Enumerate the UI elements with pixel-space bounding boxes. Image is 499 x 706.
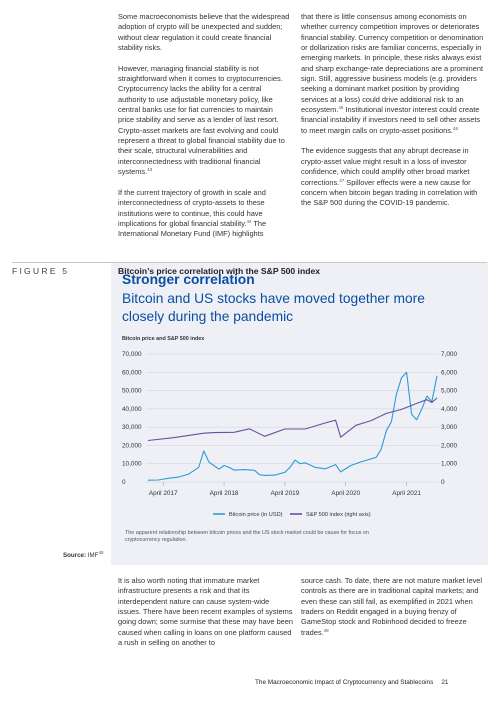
y-right-tick-label: 1,000 — [441, 460, 457, 468]
paragraph: that there is little consensus among economists on whether currency competition improves or deteriorates financial stability. Currency competition or denomination or dollarization risks are familiar concerns, especially in emerging markets. In principle, these risks always exist and sharp exchange-rate depreciations are a prominent sign. Still, aggressive business models (e.g. providers seeking a dominant market position by providing services at a loss) could drive additional risk to an ecosystem.$^{45}$ Institutional investor interest could create financial instability if investors need to sell other assets to meet margin calls on crypto-asset positions.$^{46}$ — [301, 12, 484, 135]
x-tick-label: April 2017 — [148, 490, 178, 497]
page-number: 21 — [441, 679, 449, 686]
figure-caption: Bitcoin’s price correlation with the S&P 500 index — [118, 266, 321, 276]
y-right-tick-label: 4,000 — [441, 405, 457, 413]
y-left-tick-label: 10,000 — [122, 460, 142, 468]
y-right-tick-label: 0 — [441, 479, 445, 486]
bottom-left-column — [118, 576, 294, 648]
paragraph: source cash. To date, there are not mature market level controls as there are in traditional capital markets; and even these can still fail, as exemplified in 2021 when traders on Reddit engaged in a buying frenzy of GameStop stock and Robinhood decided to freeze trades.$^{49}$ — [301, 576, 483, 637]
chart-series — [148, 372, 437, 480]
x-tick-label: April 2018 — [209, 490, 239, 497]
right-axis-ticks — [441, 351, 457, 486]
footnote-ref: 48 — [98, 550, 104, 555]
paragraph: The evidence suggests that any abrupt decrease in crypto-asset value might result in a loss of investor confidence, which could amplify other broad market corrections.$^{47}$ Spillover effects were a new cause for concern when bitcoin began trading in correlation with the S&P 500 during the COVID-19 pandemic. — [301, 146, 478, 208]
footnote-ref: 45 — [338, 105, 344, 111]
y-left-tick-label: 20,000 — [122, 442, 142, 450]
x-tick-label: April 2020 — [331, 490, 361, 497]
footer-title: The Macroeconomic Impact of Cryptocurrency and Stablecoins — [255, 679, 434, 686]
x-axis-ticks — [149, 482, 422, 497]
footnote-ref: 47 — [339, 177, 345, 183]
bitcoin-line — [148, 372, 437, 480]
paragraph: If the current trajectory of growth in scale and interconnectedness of crypto-assets to these institutions were to continue, this could have implications for global financial stability.$^{44}$ The International Monetary Fund (IMF) highlights — [118, 187, 267, 239]
left-axis-ticks — [122, 351, 142, 486]
y-right-tick-label: 2,000 — [441, 442, 457, 450]
y-right-tick-label: 3,000 — [441, 424, 457, 432]
figure-label: FIGURE 5 — [12, 266, 70, 276]
chart-subtitle: Bitcoin and US stocks have moved together more closely during the pandemic — [122, 291, 425, 325]
paragraph: However, managing financial stability is not straightforward when it comes to cryptocurrencies. Cryptocurrency lacks the ability for a central authority to use adjustable monetary policy, like central banks use for fiat currencies to maintain price stability and serve as a lender of last resort. Crypto-asset markets are fast evolving and could represent a threat to global financial stability due to their scale, structural vulnerabilities and interconnectedness with traditional financial systems.$^{43}$ — [118, 63, 285, 177]
chart-legend — [213, 512, 371, 518]
y-right-tick-label: 6,000 — [441, 369, 457, 377]
sp500-line — [148, 398, 437, 441]
y-left-tick-label: 30,000 — [122, 424, 142, 432]
y-left-tick-label: 70,000 — [122, 351, 142, 358]
footnote-ref: 46 — [453, 125, 459, 131]
source-text: IMF — [87, 552, 99, 559]
source-label: Source: — [63, 552, 87, 559]
source-line — [63, 552, 103, 559]
y-right-tick-label: 5,000 — [441, 387, 457, 395]
legend-label: S&P 500 index (right axis) — [306, 512, 371, 518]
y-left-tick-label: 40,000 — [122, 405, 142, 413]
paragraph: It is also worth noting that immature market infrastructure presents a risk and that its interdependent nature can cause system-wide issues. There have been recent examples of systems going down; some surmise that these may have been caused when calling in loans on one platform caused a rush in selling on another to — [118, 576, 294, 648]
y-left-tick-label: 60,000 — [122, 369, 142, 377]
y-left-tick-label: 0 — [122, 479, 126, 486]
legend-label: Bitcoin price (in USD) — [229, 512, 283, 518]
page-footer — [255, 679, 448, 686]
bottom-right-column — [301, 576, 487, 638]
chart-note: The apparent relationship between bitcoin prices and the US stock market could be cause for focus on cryptocurrency regulation. — [125, 530, 369, 544]
footnote-ref: 43 — [147, 167, 153, 173]
y-left-tick-label: 50,000 — [122, 387, 142, 395]
x-tick-label: April 2019 — [270, 490, 300, 497]
footnote-ref: 44 — [246, 218, 252, 224]
chart-title: Stronger correlation — [122, 272, 255, 287]
chart-axis-label: Bitcoin price and S&P 500 index — [122, 336, 205, 342]
paragraph: Some macroeconomists believe that the widespread adoption of crypto will be unexpected and sudden; without clear regulation it could create financial stability risks. — [118, 12, 290, 53]
x-tick-label: April 2021 — [392, 490, 421, 497]
footnote-ref: 49 — [323, 627, 329, 633]
y-right-tick-label: 7,000 — [441, 351, 457, 358]
